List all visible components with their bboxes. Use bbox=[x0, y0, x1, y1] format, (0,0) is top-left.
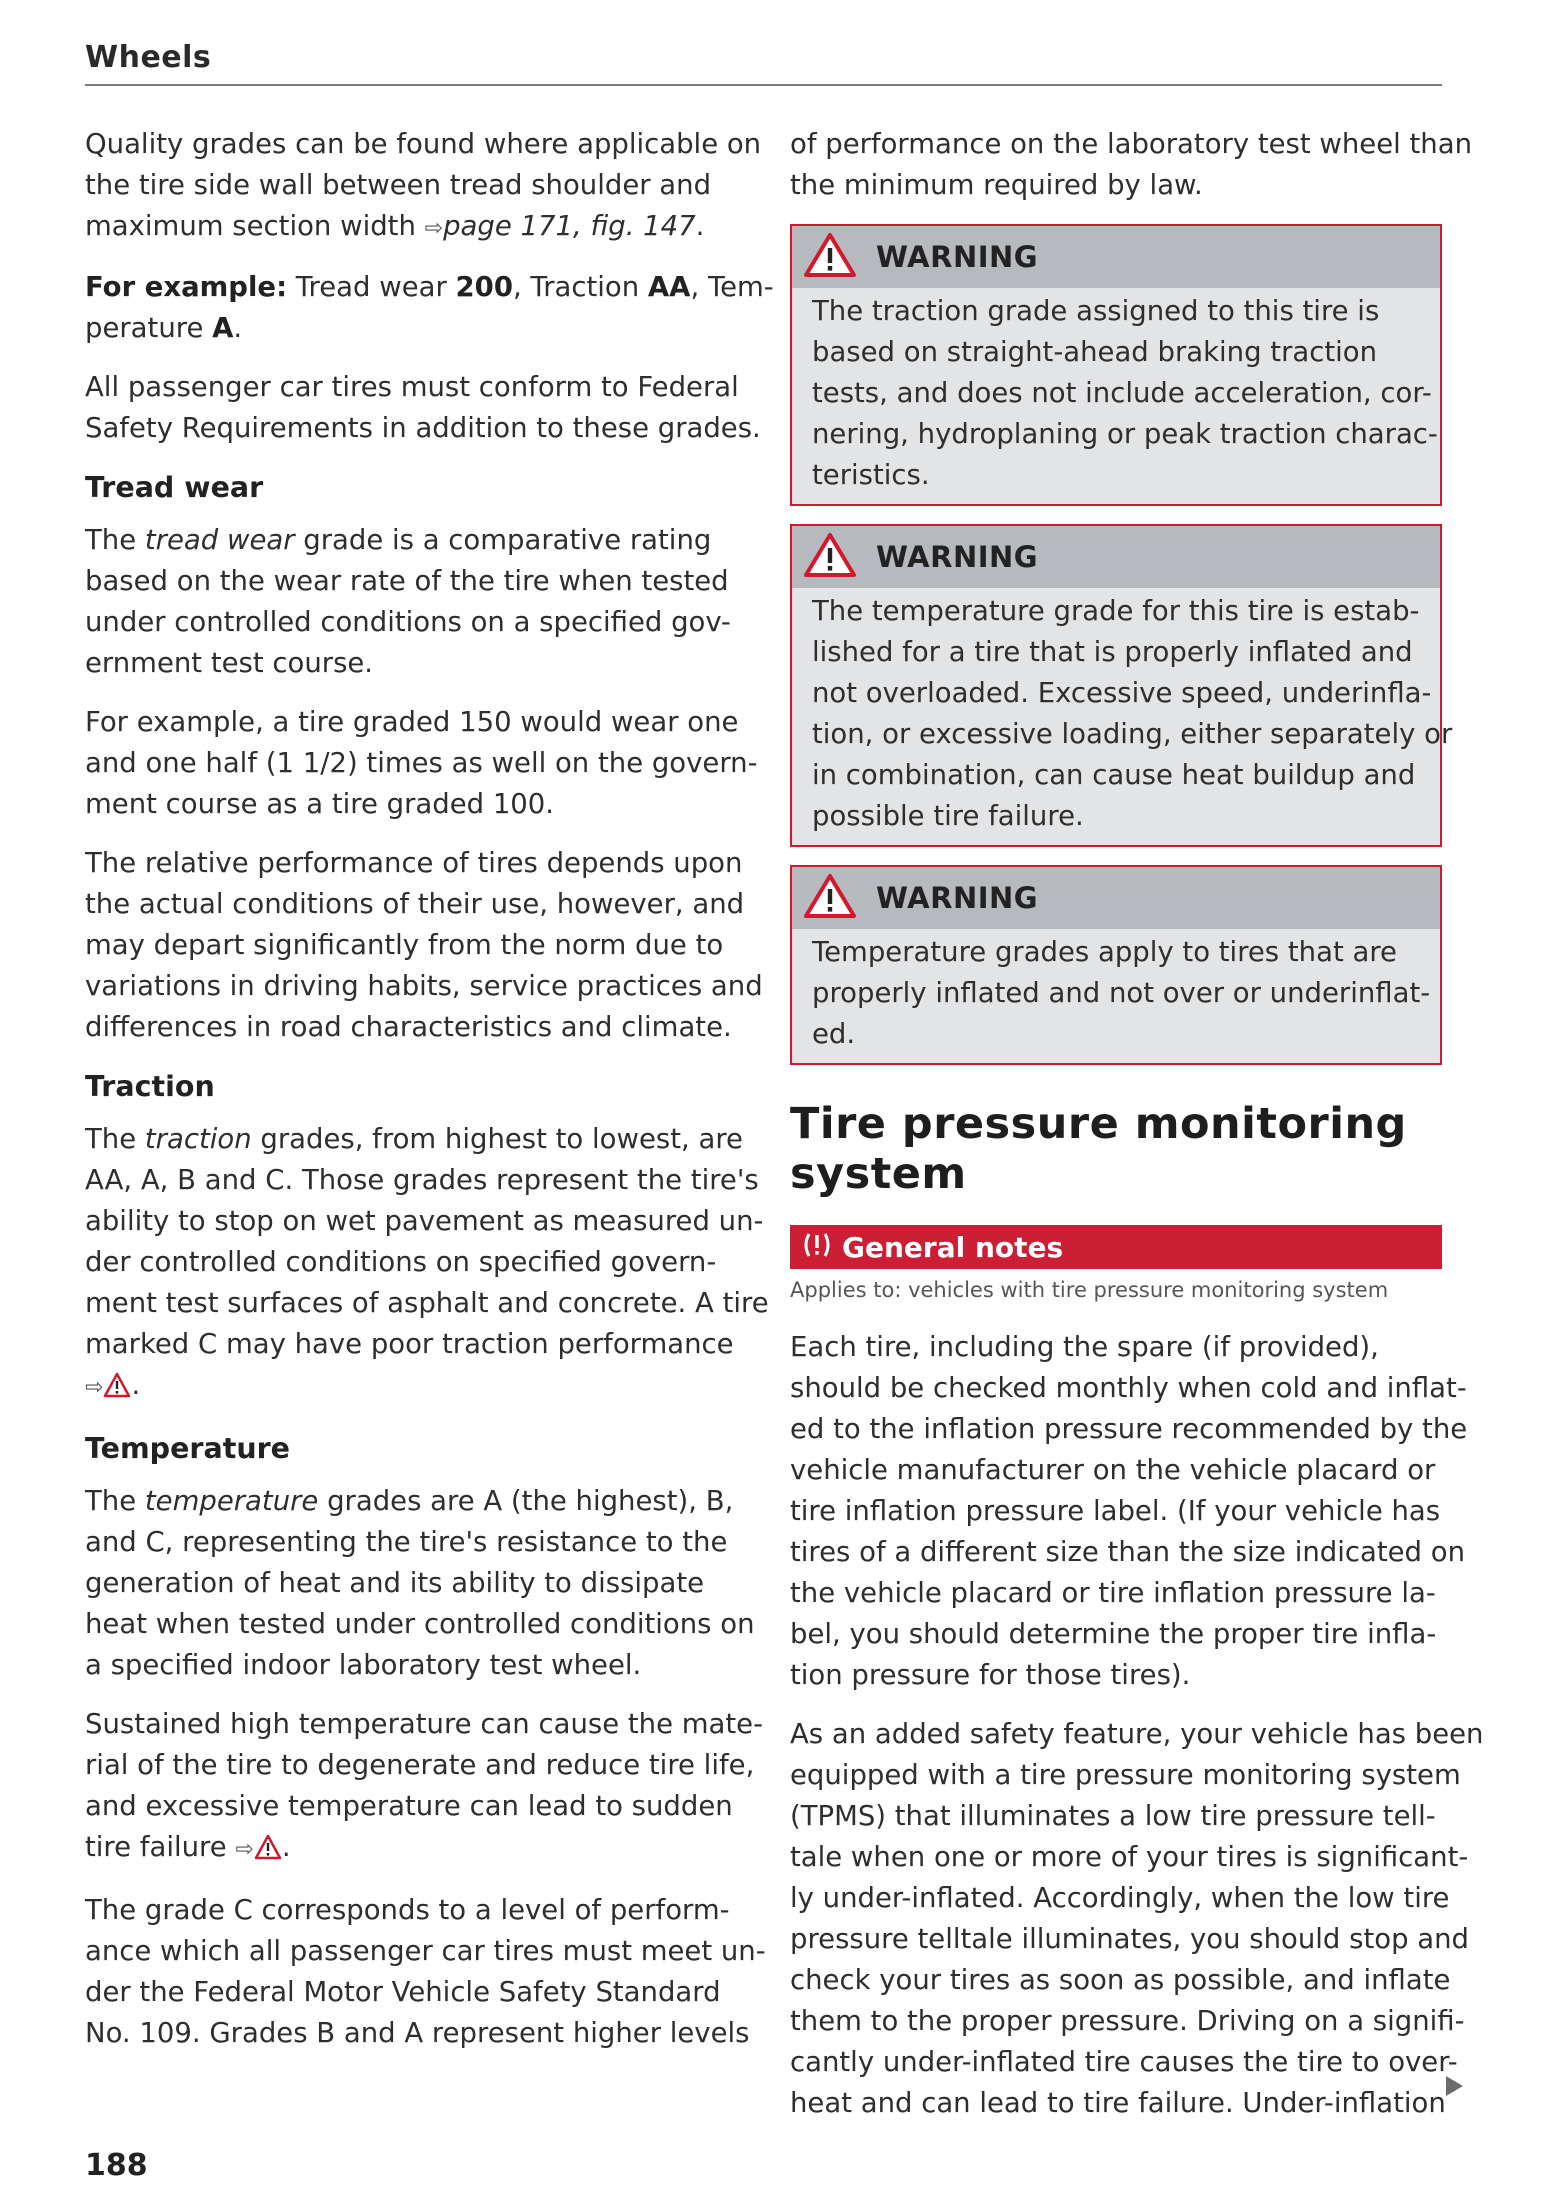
traction-paragraph: The traction grades, from highest to lowest, are AA, A, B and C. Those grades represent the tire's ability to stop on wet pavement as measured un- der controlled conditions on specified govern- ment test surfaces of asphalt and concrete. A tire marked C may have poor traction performance ⇨ . bbox=[85, 1119, 740, 1410]
warning-header bbox=[792, 867, 1440, 929]
warning-box-inflation bbox=[790, 865, 1442, 1065]
warning-triangle-icon bbox=[802, 531, 858, 583]
tread-wear-heading: Tread wear bbox=[85, 471, 264, 504]
tread-wear-paragraph-3: The relative performance of tires depends upon the actual conditions of their use, however, and may depart significantly from the norm due to variations in driving habits, service practices and differences in road characteristics and climate. bbox=[85, 847, 763, 1043]
warning-label: WARNING bbox=[876, 881, 1039, 915]
warning-triangle-link-icon[interactable] bbox=[254, 1831, 282, 1872]
tread-wear-paragraph-1: The tread wear grade is a comparative rating based on the wear rate of the tire when tested under controlled conditions on a specified gov- ernment test course. bbox=[85, 524, 731, 679]
traction-heading: Traction bbox=[85, 1070, 215, 1103]
temperature-paragraph-3: The grade C corresponds to a level of perform- ance which all passenger car tires must meet un- der the Federal Motor Vehicle Safety Standard No. 109. Grades B and A represent higher levels bbox=[85, 1894, 766, 2049]
page-number: 188 bbox=[85, 2148, 148, 2183]
tpms-paragraph-2: As an added safety feature, your vehicle has been equipped with a tire pressure monitoring system (TPMS) that illuminates a low tire pressure tell- tale when one or more of your tires is significant- ly under-inflated. Accordingly, when the low tire pressure telltale illuminates, you should stop and check your tires as soon as possible, and inflate them to the proper pressure. Driving on a signifi- cantly under-inflated tire causes the tire to over- heat and can lead to tire failure. Under-inflation bbox=[790, 1718, 1484, 2119]
warning-triangle-link-icon[interactable] bbox=[103, 1369, 131, 1410]
section-title: Tire pressure monitoring system bbox=[790, 1099, 1407, 1199]
example-paragraph: For example: Tread wear 200, Traction AA, Tem- perature A. bbox=[85, 271, 774, 344]
warning-box-traction bbox=[790, 224, 1442, 506]
reference-arrow-icon: ⇨ bbox=[235, 1837, 254, 1862]
right-column bbox=[790, 124, 1484, 2142]
warning-box-temperature bbox=[790, 524, 1453, 847]
tpms-paragraph-1: Each tire, including the spare (if provided), should be checked monthly when cold and inflat- ed to the inflation pressure recommended by the vehicle manufacturer on the vehicle placard or tire inflation pressure label. (If your vehicle has tires of a different size than the size indicated on the vehicle placard or tire inflation pressure la- bel, you should determine the proper tire infla- tion pressure for those tires). bbox=[790, 1331, 1468, 1691]
warning-label: WARNING bbox=[876, 240, 1039, 274]
warning-text: The traction grade assigned to this tire is based on straight-ahead braking traction tests, and does not include acceleration, cor- nering, hydroplaning or peak traction charac- teristics. bbox=[812, 295, 1438, 491]
applies-to-note: Applies to: vehicles with tire pressure monitoring system bbox=[790, 1278, 1389, 1302]
page-reference-link[interactable]: page 171, fig. 147 bbox=[443, 210, 696, 242]
temperature-paragraph-2: Sustained high temperature can cause the mate- rial of the tire to degenerate and reduce tire life, and excessive temperature can lead to sudden tire failure ⇨ . bbox=[85, 1704, 740, 1872]
continue-arrow-icon bbox=[1446, 2076, 1463, 2096]
warning-header bbox=[792, 526, 1440, 588]
running-header: Wheels bbox=[85, 40, 212, 75]
warning-text: Temperature grades apply to tires that are properly inflated and not over or underinflat- ed. bbox=[812, 936, 1431, 1050]
warning-triangle-icon bbox=[802, 231, 858, 283]
warning-text: The temperature grade for this tire is estab- lished for a tire that is properly inflated and not overloaded. Excessive speed, underinfla- tion, or excessive loading, either separately or in combination, can cause heat buildup and possible tire failure. bbox=[812, 595, 1453, 832]
note-exclamation-icon bbox=[800, 1230, 834, 1264]
left-column bbox=[85, 124, 774, 2072]
reference-arrow-icon: ⇨ bbox=[424, 216, 444, 241]
warning-label: WARNING bbox=[876, 540, 1039, 574]
conform-paragraph: All passenger car tires must conform to Federal Safety Requirements in addition to these grades. bbox=[85, 371, 761, 444]
general-notes-label: General notes bbox=[842, 1230, 1064, 1264]
tread-wear-paragraph-2: For example, a tire graded 150 would wear one and one half (1 1/2) times as well on the govern- ment course as a tire graded 100. bbox=[85, 706, 758, 820]
reference-arrow-icon: ⇨ bbox=[85, 1375, 104, 1400]
intro-paragraph: Quality grades can be found where applicable on the tire side wall between tread shoulder and maximum section width ⇨page 171, fig. 147. bbox=[85, 128, 762, 242]
general-notes-bar bbox=[790, 1225, 1442, 1269]
warning-header bbox=[792, 226, 1440, 288]
header-rule bbox=[85, 84, 1442, 86]
temperature-heading: Temperature bbox=[85, 1432, 290, 1465]
temperature-paragraph-1: The temperature grades are A (the highest), B, and C, representing the tire's resistance to the generation of heat and its ability to dissipate heat when tested under controlled conditions on a specified indoor laboratory test wheel. bbox=[85, 1485, 755, 1681]
warning-triangle-icon bbox=[802, 872, 858, 924]
continued-paragraph: of performance on the laboratory test wheel than the minimum required by law. bbox=[790, 128, 1473, 201]
